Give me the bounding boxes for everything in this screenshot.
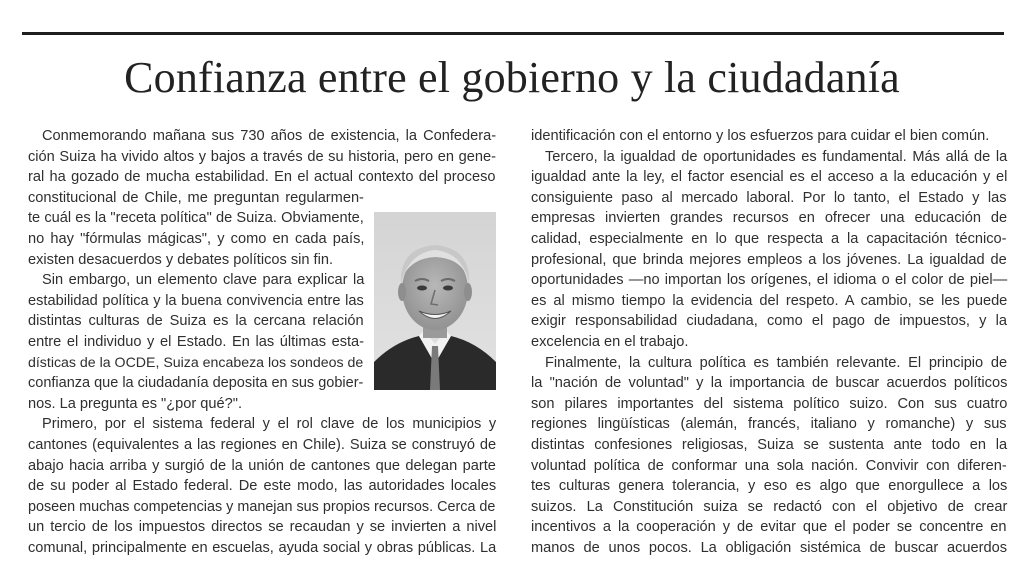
text-line: no hay "fórmulas mágicas", y como en cada país, xyxy=(28,230,365,247)
text-line: nos. La pregunta es "¿por qué?". xyxy=(28,395,243,412)
text-line: dísticas de la OCDE, Suiza encabeza los sondeos de xyxy=(28,354,364,371)
text-line: distintas confesiones religiosas, Suiza se sustenta ante todo en la xyxy=(531,436,1008,453)
text-line: la "nación de voluntad" y la importancia de buscar acuerdos políticos xyxy=(531,375,1008,392)
text-line: suizos. La Constitución suiza se redactó con el objetivo de crear xyxy=(531,498,1008,515)
text-line: abajo hacia arriba y surgió de la unión de cantones que delegan parte xyxy=(28,457,496,474)
text-line: existen desacuerdos y debates políticos sin fin. xyxy=(28,251,334,268)
text-line: son pilares importantes del sistema político suizo. Con sus cuatro xyxy=(531,395,1008,412)
text-line: de su poder al Estado federal. De este modo, las autoridades locales xyxy=(28,478,497,495)
text-line: incentivos a la cooperación y de evitar que el poder se concentre en xyxy=(531,519,1007,536)
text-line: constitucional de Chile, me preguntan regularmen- xyxy=(28,189,364,206)
text-line: Conmemorando mañana sus 730 años de existencia, la Confedera- xyxy=(42,128,497,144)
text-line: ción Suiza ha vivido altos y bajos a través de su historia, pero en gene- xyxy=(28,148,496,165)
text-line: ral ha gozado de mucha estabilidad. En el actual contexto del proceso xyxy=(28,169,496,186)
text-line: un tercio de los impuestos directos se recaudan y se invierten a nivel xyxy=(28,519,497,536)
text-line: empresas invierten grandes recursos en ofrecer una educación de xyxy=(531,210,1008,227)
text-line: distintas culturas de Suiza es la cercana relación xyxy=(28,313,364,330)
text-line: te cuál es la "receta política" de Suiza. Obviamente, xyxy=(28,210,364,227)
article-right-column xyxy=(531,126,1009,558)
text-line: consiguiente paso al mercado laboral. Por lo tanto, el Estado y las xyxy=(531,189,1007,206)
top-rule xyxy=(22,32,1004,35)
text-line: exigir responsabilidad ciudadana, como el pago de impuestos, y la xyxy=(531,313,1007,330)
text-line: Sin embargo, un elemento clave para explicar la xyxy=(42,272,365,289)
text-line: cantones (equivalentes a las regiones en Chile). Suiza se construyó de xyxy=(28,436,497,453)
text-line: es al mismo tiempo la evidencia del respeto. A cambio, se les puede xyxy=(531,292,1008,309)
author-photo xyxy=(374,212,496,390)
text-line: voluntad política de conformar una sola nación. Convivir con diferen- xyxy=(531,457,1007,474)
text-line: calidad, especialmente en lo que respecta a la capacitación técnico- xyxy=(531,230,1007,247)
text-line: tes culturas genera tolerancia, y eso es algo que enorgullece a los xyxy=(531,478,1008,495)
text-line: estabilidad política y la buena convivencia entre las xyxy=(28,292,364,309)
text-line: manos de unos pocos. La obligación sistémica de buscar acuerdos xyxy=(531,539,1008,556)
text-line: confianza que la ciudadanía deposita en sus gobier- xyxy=(28,375,364,392)
text-line: oportunidades —no importan los orígenes, el idioma o el color de piel— xyxy=(531,272,1008,289)
text-line: comunal, principalmente en escuelas, ayuda social y obras públicas. La xyxy=(28,539,497,556)
article-title: Confianza entre el gobierno y la ciudadanía xyxy=(124,53,900,102)
text-line: identificación con el entorno y los esfuerzos para cuidar el bien común. xyxy=(531,128,990,144)
text-line: excelencia en el trabajo. xyxy=(531,333,689,350)
text-line: entre el individuo y el Estado. En las últimas esta- xyxy=(28,333,365,350)
text-line: Tercero, la igualdad de oportunidades es fundamental. Más allá de la xyxy=(545,148,1008,165)
text-line: Finalmente, la cultura política es también relevante. El principio de xyxy=(545,354,1008,371)
text-line: Primero, por el sistema federal y el rol clave de los municipios y xyxy=(42,416,497,433)
text-line: regiones lingüísticas (alemán, francés, italiano y romanche) y sus xyxy=(531,416,1007,433)
text-line: poseen muchas competencias y manejan sus propios recursos. Cerca de xyxy=(28,498,496,515)
text-line: igualdad ante la ley, el factor esencial es el acceso a la educación y el xyxy=(531,169,1008,186)
text-line: profesional, que brinda mejores empleos a los jóvenes. La igualdad de xyxy=(531,251,1007,268)
